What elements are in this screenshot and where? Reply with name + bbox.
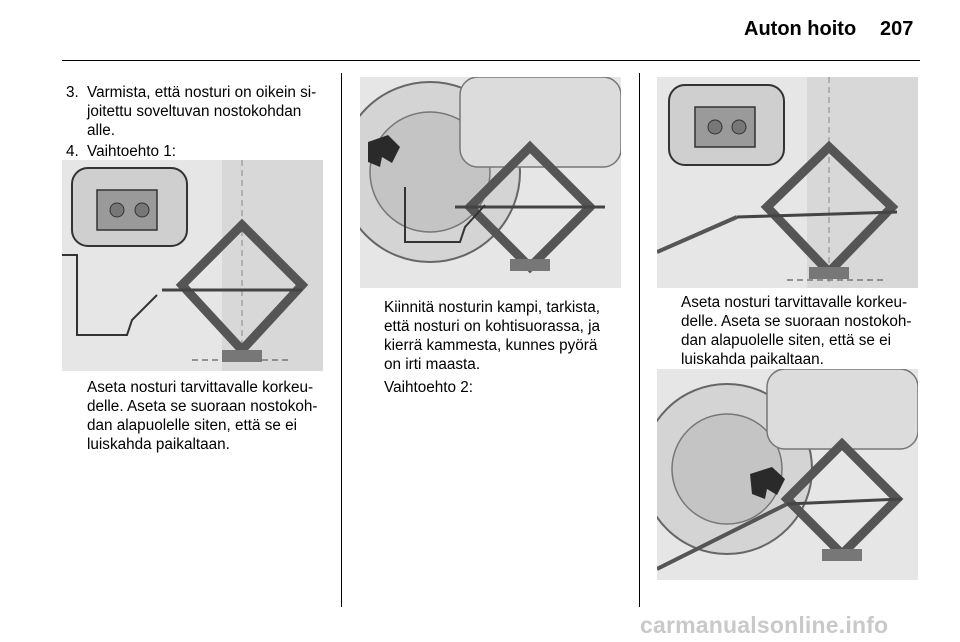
alternative-2-label: Vaihtoehto 2: xyxy=(384,379,474,396)
jack-illustration-4 xyxy=(657,369,918,580)
watermark: carmanualsonline.info xyxy=(640,612,889,638)
section-title: Auton hoito xyxy=(744,18,857,40)
jack-illustration-3 xyxy=(657,77,918,288)
jack-illustration-2 xyxy=(360,77,621,288)
caption-2-line-3: kierrä kammesta, kunnes pyörä xyxy=(384,337,598,354)
caption-1-line-4: luiskahda paikaltaan. xyxy=(87,436,230,453)
caption-1-line-3: dan alapuolelle siten, että se ei xyxy=(87,417,298,434)
column-divider-1 xyxy=(341,73,342,607)
caption-1-line-1: Aseta nosturi tarvittavalle korkeu- xyxy=(87,379,314,396)
caption-1-line-2: delle. Aseta se suoraan nostokoh- xyxy=(87,398,318,415)
step-3-line-3: alle. xyxy=(87,122,116,139)
column-divider-2 xyxy=(639,73,640,607)
caption-3-line-2: delle. Aseta se suoraan nostokoh- xyxy=(681,313,912,330)
caption-2-line-1: Kiinnitä nosturin kampi, tarkista, xyxy=(384,299,600,316)
jack-illustration-1 xyxy=(62,160,323,371)
caption-3-line-4: luiskahda paikaltaan. xyxy=(681,351,824,368)
step-3-line-2: joitettu soveltuvan nostokohdan xyxy=(87,103,302,120)
caption-3-line-3: dan alapuolelle siten, että se ei xyxy=(681,332,892,349)
caption-3-line-1: Aseta nosturi tarvittavalle korkeu- xyxy=(681,294,908,311)
caption-2-line-4: on irti maasta. xyxy=(384,356,481,373)
page-number: 207 xyxy=(880,18,914,40)
step-3-number: 3. xyxy=(66,84,79,101)
step-3-line-1: Varmista, että nosturi on oikein si- xyxy=(87,84,317,101)
step-4-number: 4. xyxy=(66,143,79,160)
caption-2-line-2: että nosturi on kohtisuorassa, ja xyxy=(384,318,600,335)
header-divider xyxy=(62,60,920,61)
step-4-text: Vaihtoehto 1: xyxy=(87,143,177,160)
